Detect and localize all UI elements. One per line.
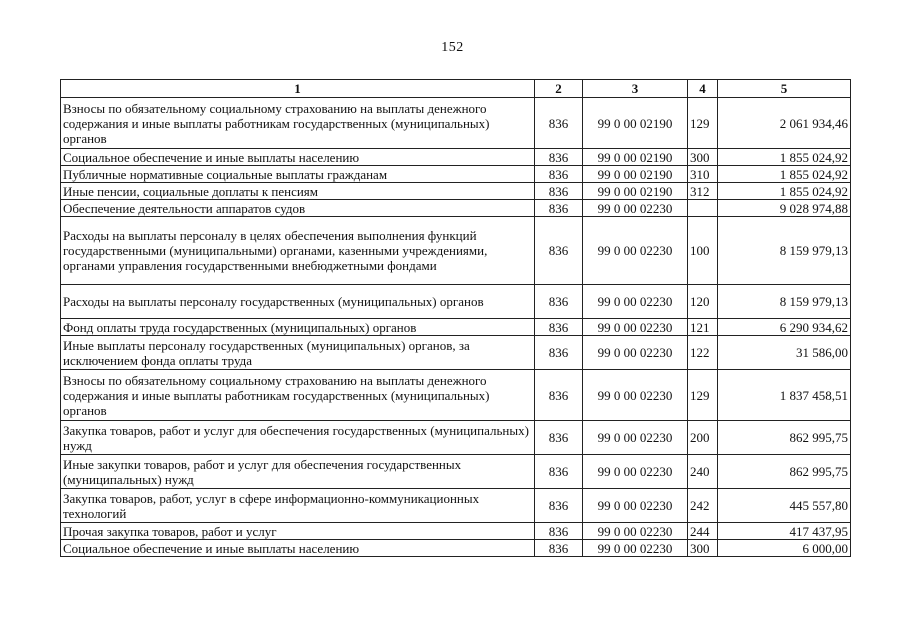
row-vr: 240 (688, 455, 718, 489)
row-csr: 99 0 00 02230 (583, 285, 688, 319)
row-csr: 99 0 00 02190 (583, 183, 688, 200)
row-sum: 8 159 979,13 (718, 217, 851, 285)
row-name: Публичные нормативные социальные выплаты гражданам (61, 166, 535, 183)
row-csr: 99 0 00 02230 (583, 319, 688, 336)
row-name: Иные пенсии, социальные доплаты к пенсиям (61, 183, 535, 200)
row-csr: 99 0 00 02230 (583, 200, 688, 217)
row-vr: 244 (688, 523, 718, 540)
table-row (61, 166, 851, 183)
header-col-1: 1 (61, 80, 535, 98)
table-row (61, 370, 851, 421)
row-sum: 1 855 024,92 (718, 183, 851, 200)
row-ved: 836 (535, 285, 583, 319)
row-csr: 99 0 00 02190 (583, 98, 688, 149)
row-csr: 99 0 00 02230 (583, 421, 688, 455)
table-row (61, 489, 851, 523)
row-name: Иные закупки товаров, работ и услуг для обеспечения государственных (муниципальных) нужд (61, 455, 535, 489)
row-ved: 836 (535, 421, 583, 455)
row-ved: 836 (535, 523, 583, 540)
row-name: Иные выплаты персоналу государственных (муниципальных) органов, за исключением фонда оплаты труда (61, 336, 535, 370)
row-sum: 2 061 934,46 (718, 98, 851, 149)
row-sum: 445 557,80 (718, 489, 851, 523)
row-ved: 836 (535, 217, 583, 285)
row-sum: 6 290 934,62 (718, 319, 851, 336)
row-name: Взносы по обязательному социальному страхованию на выплаты денежного содержания и иные выплаты работникам государственных (муниципальных) органов (61, 370, 535, 421)
row-csr: 99 0 00 02230 (583, 455, 688, 489)
table-row (61, 183, 851, 200)
table-header-row (61, 80, 851, 98)
row-ved: 836 (535, 455, 583, 489)
row-csr: 99 0 00 02230 (583, 336, 688, 370)
row-ved: 836 (535, 319, 583, 336)
row-name: Прочая закупка товаров, работ и услуг (61, 523, 535, 540)
table-row (61, 98, 851, 149)
row-sum: 8 159 979,13 (718, 285, 851, 319)
row-sum: 862 995,75 (718, 455, 851, 489)
row-csr: 99 0 00 02230 (583, 370, 688, 421)
row-csr: 99 0 00 02190 (583, 149, 688, 166)
table-row (61, 319, 851, 336)
row-ved: 836 (535, 489, 583, 523)
row-ved: 836 (535, 370, 583, 421)
row-ved: 836 (535, 183, 583, 200)
row-vr: 129 (688, 370, 718, 421)
table-row (61, 523, 851, 540)
row-sum: 1 855 024,92 (718, 166, 851, 183)
table-row (61, 285, 851, 319)
header-col-2: 2 (535, 80, 583, 98)
header-col-5: 5 (718, 80, 851, 98)
row-vr: 121 (688, 319, 718, 336)
row-csr: 99 0 00 02230 (583, 540, 688, 557)
page-number: 152 (441, 40, 464, 55)
row-vr: 122 (688, 336, 718, 370)
row-name: Взносы по обязательному социальному страхованию на выплаты денежного содержания и иные выплаты работникам государственных (муниципальных) органов (61, 98, 535, 149)
budget-table (60, 79, 851, 557)
table-row (61, 149, 851, 166)
row-name: Обеспечение деятельности аппаратов судов (61, 200, 535, 217)
row-sum: 417 437,95 (718, 523, 851, 540)
row-vr: 100 (688, 217, 718, 285)
row-vr: 300 (688, 540, 718, 557)
row-ved: 836 (535, 540, 583, 557)
row-vr: 120 (688, 285, 718, 319)
row-vr: 200 (688, 421, 718, 455)
row-sum: 1 855 024,92 (718, 149, 851, 166)
table-body (61, 98, 851, 557)
row-sum: 1 837 458,51 (718, 370, 851, 421)
row-ved: 836 (535, 98, 583, 149)
table-row (61, 200, 851, 217)
row-csr: 99 0 00 02190 (583, 166, 688, 183)
row-vr (688, 200, 718, 217)
row-name: Расходы на выплаты персоналу государственных (муниципальных) органов (61, 285, 535, 319)
table-row (61, 421, 851, 455)
header-col-4: 4 (688, 80, 718, 98)
row-name: Закупка товаров, работ и услуг для обеспечения государственных (муниципальных) нужд (61, 421, 535, 455)
row-name: Социальное обеспечение и иные выплаты населению (61, 149, 535, 166)
row-ved: 836 (535, 336, 583, 370)
row-ved: 836 (535, 200, 583, 217)
row-sum: 9 028 974,88 (718, 200, 851, 217)
row-name: Закупка товаров, работ, услуг в сфере информационно-коммуникационных технологий (61, 489, 535, 523)
row-name: Фонд оплаты труда государственных (муниципальных) органов (61, 319, 535, 336)
row-ved: 836 (535, 166, 583, 183)
row-vr: 129 (688, 98, 718, 149)
row-vr: 242 (688, 489, 718, 523)
table-row (61, 336, 851, 370)
row-sum: 31 586,00 (718, 336, 851, 370)
table-row (61, 217, 851, 285)
row-csr: 99 0 00 02230 (583, 489, 688, 523)
row-vr: 312 (688, 183, 718, 200)
row-sum: 6 000,00 (718, 540, 851, 557)
header-col-3: 3 (583, 80, 688, 98)
row-vr: 300 (688, 149, 718, 166)
row-name: Социальное обеспечение и иные выплаты населению (61, 540, 535, 557)
row-name: Расходы на выплаты персоналу в целях обеспечения выполнения функций государственными (муниципальными) органами, казенными учреждениями, органами управления государственными внебюджетными фондами (61, 217, 535, 285)
row-csr: 99 0 00 02230 (583, 523, 688, 540)
table-row (61, 540, 851, 557)
row-sum: 862 995,75 (718, 421, 851, 455)
table-row (61, 455, 851, 489)
row-vr: 310 (688, 166, 718, 183)
row-ved: 836 (535, 149, 583, 166)
row-csr: 99 0 00 02230 (583, 217, 688, 285)
